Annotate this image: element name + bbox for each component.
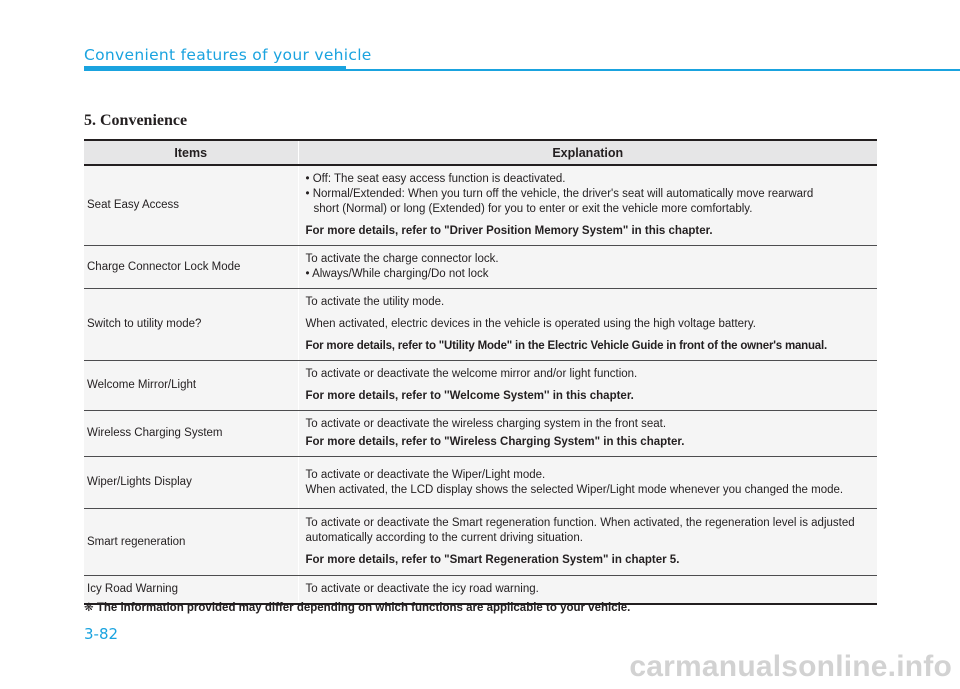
table-row: [84, 509, 877, 576]
explanation-cell: [298, 509, 877, 576]
table-row: [84, 165, 877, 246]
explanation-line: • Off: The seat easy access function is deactivated.: [305, 173, 566, 185]
reference-note: For more details, refer to "Driver Position Memory System" in this chapter.: [305, 225, 713, 237]
reference-note: For more details, refer to ''Welcome System'' in this chapter.: [305, 390, 634, 402]
table-row: [84, 457, 877, 509]
reference-note: For more details, refer to "Utility Mode" in the Electric Vehicle Guide in front of the owner's manual.: [305, 340, 827, 352]
table-row: [84, 361, 877, 411]
explanation-line: short (Normal) or long (Extended) for you to enter or exit the vehicle more comfortably.: [313, 203, 753, 215]
explanation-cell: [298, 457, 877, 509]
item-cell: Wiper/Lights Display: [84, 457, 298, 509]
chapter-title-bar: [84, 66, 346, 71]
item-cell: Switch to utility mode?: [84, 289, 298, 361]
explanation-line: To activate or deactivate the icy road warning.: [305, 583, 539, 595]
section-title: 5. Convenience: [84, 112, 188, 129]
reference-note: For more details, refer to "Smart Regeneration System" in chapter 5.: [305, 554, 680, 566]
table-row: [84, 246, 877, 289]
explanation-cell: [298, 361, 877, 411]
explanation-line: • Normal/Extended: When you turn off the vehicle, the driver's seat will automatically move rearward: [305, 188, 814, 200]
table-row: [84, 411, 877, 457]
explanation-line: To activate the charge connector lock.: [305, 253, 499, 265]
item-cell: Wireless Charging System: [84, 411, 298, 457]
explanation-cell: [298, 165, 877, 246]
site-watermark: carmanualsonline.info: [629, 650, 952, 683]
item-cell: Welcome Mirror/Light: [84, 361, 298, 411]
table-row: [84, 289, 877, 361]
item-cell: Icy Road Warning: [84, 576, 298, 605]
explanation-cell: [298, 246, 877, 289]
explanation-cell: [298, 411, 877, 457]
explanation-line: When activated, the LCD display shows the selected Wiper/Light mode whenever you changed the mode.: [305, 483, 844, 496]
chapter-title-rule: [346, 69, 960, 71]
column-header-explanation: Explanation: [298, 140, 877, 165]
explanation-line: To activate or deactivate the Smart regeneration function. When activated, the regeneration level is adjusted automatically according to the current driving situation.: [305, 517, 855, 544]
convenience-table: [84, 139, 877, 605]
explanation-line: To activate or deactivate the wireless charging system in the front seat.: [305, 418, 667, 430]
explanation-line: When activated, electric devices in the vehicle is operated using the high voltage battery.: [305, 318, 756, 330]
column-header-items: Items: [84, 140, 298, 165]
explanation-line: To activate the utility mode.: [305, 296, 445, 308]
table-header-row: [84, 140, 877, 165]
item-cell: Seat Easy Access: [84, 165, 298, 246]
footnote: ❋ The information provided may differ depending on which functions are applicable to your vehicle.: [84, 602, 631, 614]
item-cell: Smart regeneration: [84, 509, 298, 576]
explanation-line: To activate or deactivate the Wiper/Light mode.: [305, 468, 546, 481]
chapter-title: Convenient features of your vehicle: [84, 46, 372, 64]
explanation-line: To activate or deactivate the welcome mirror and/or light function.: [305, 368, 638, 380]
item-cell: Charge Connector Lock Mode: [84, 246, 298, 289]
reference-note: For more details, refer to "Wireless Charging System" in this chapter.: [305, 436, 685, 448]
explanation-cell: [298, 289, 877, 361]
page-number: 3-82: [84, 625, 119, 643]
explanation-line: • Always/While charging/Do not lock: [305, 268, 489, 280]
